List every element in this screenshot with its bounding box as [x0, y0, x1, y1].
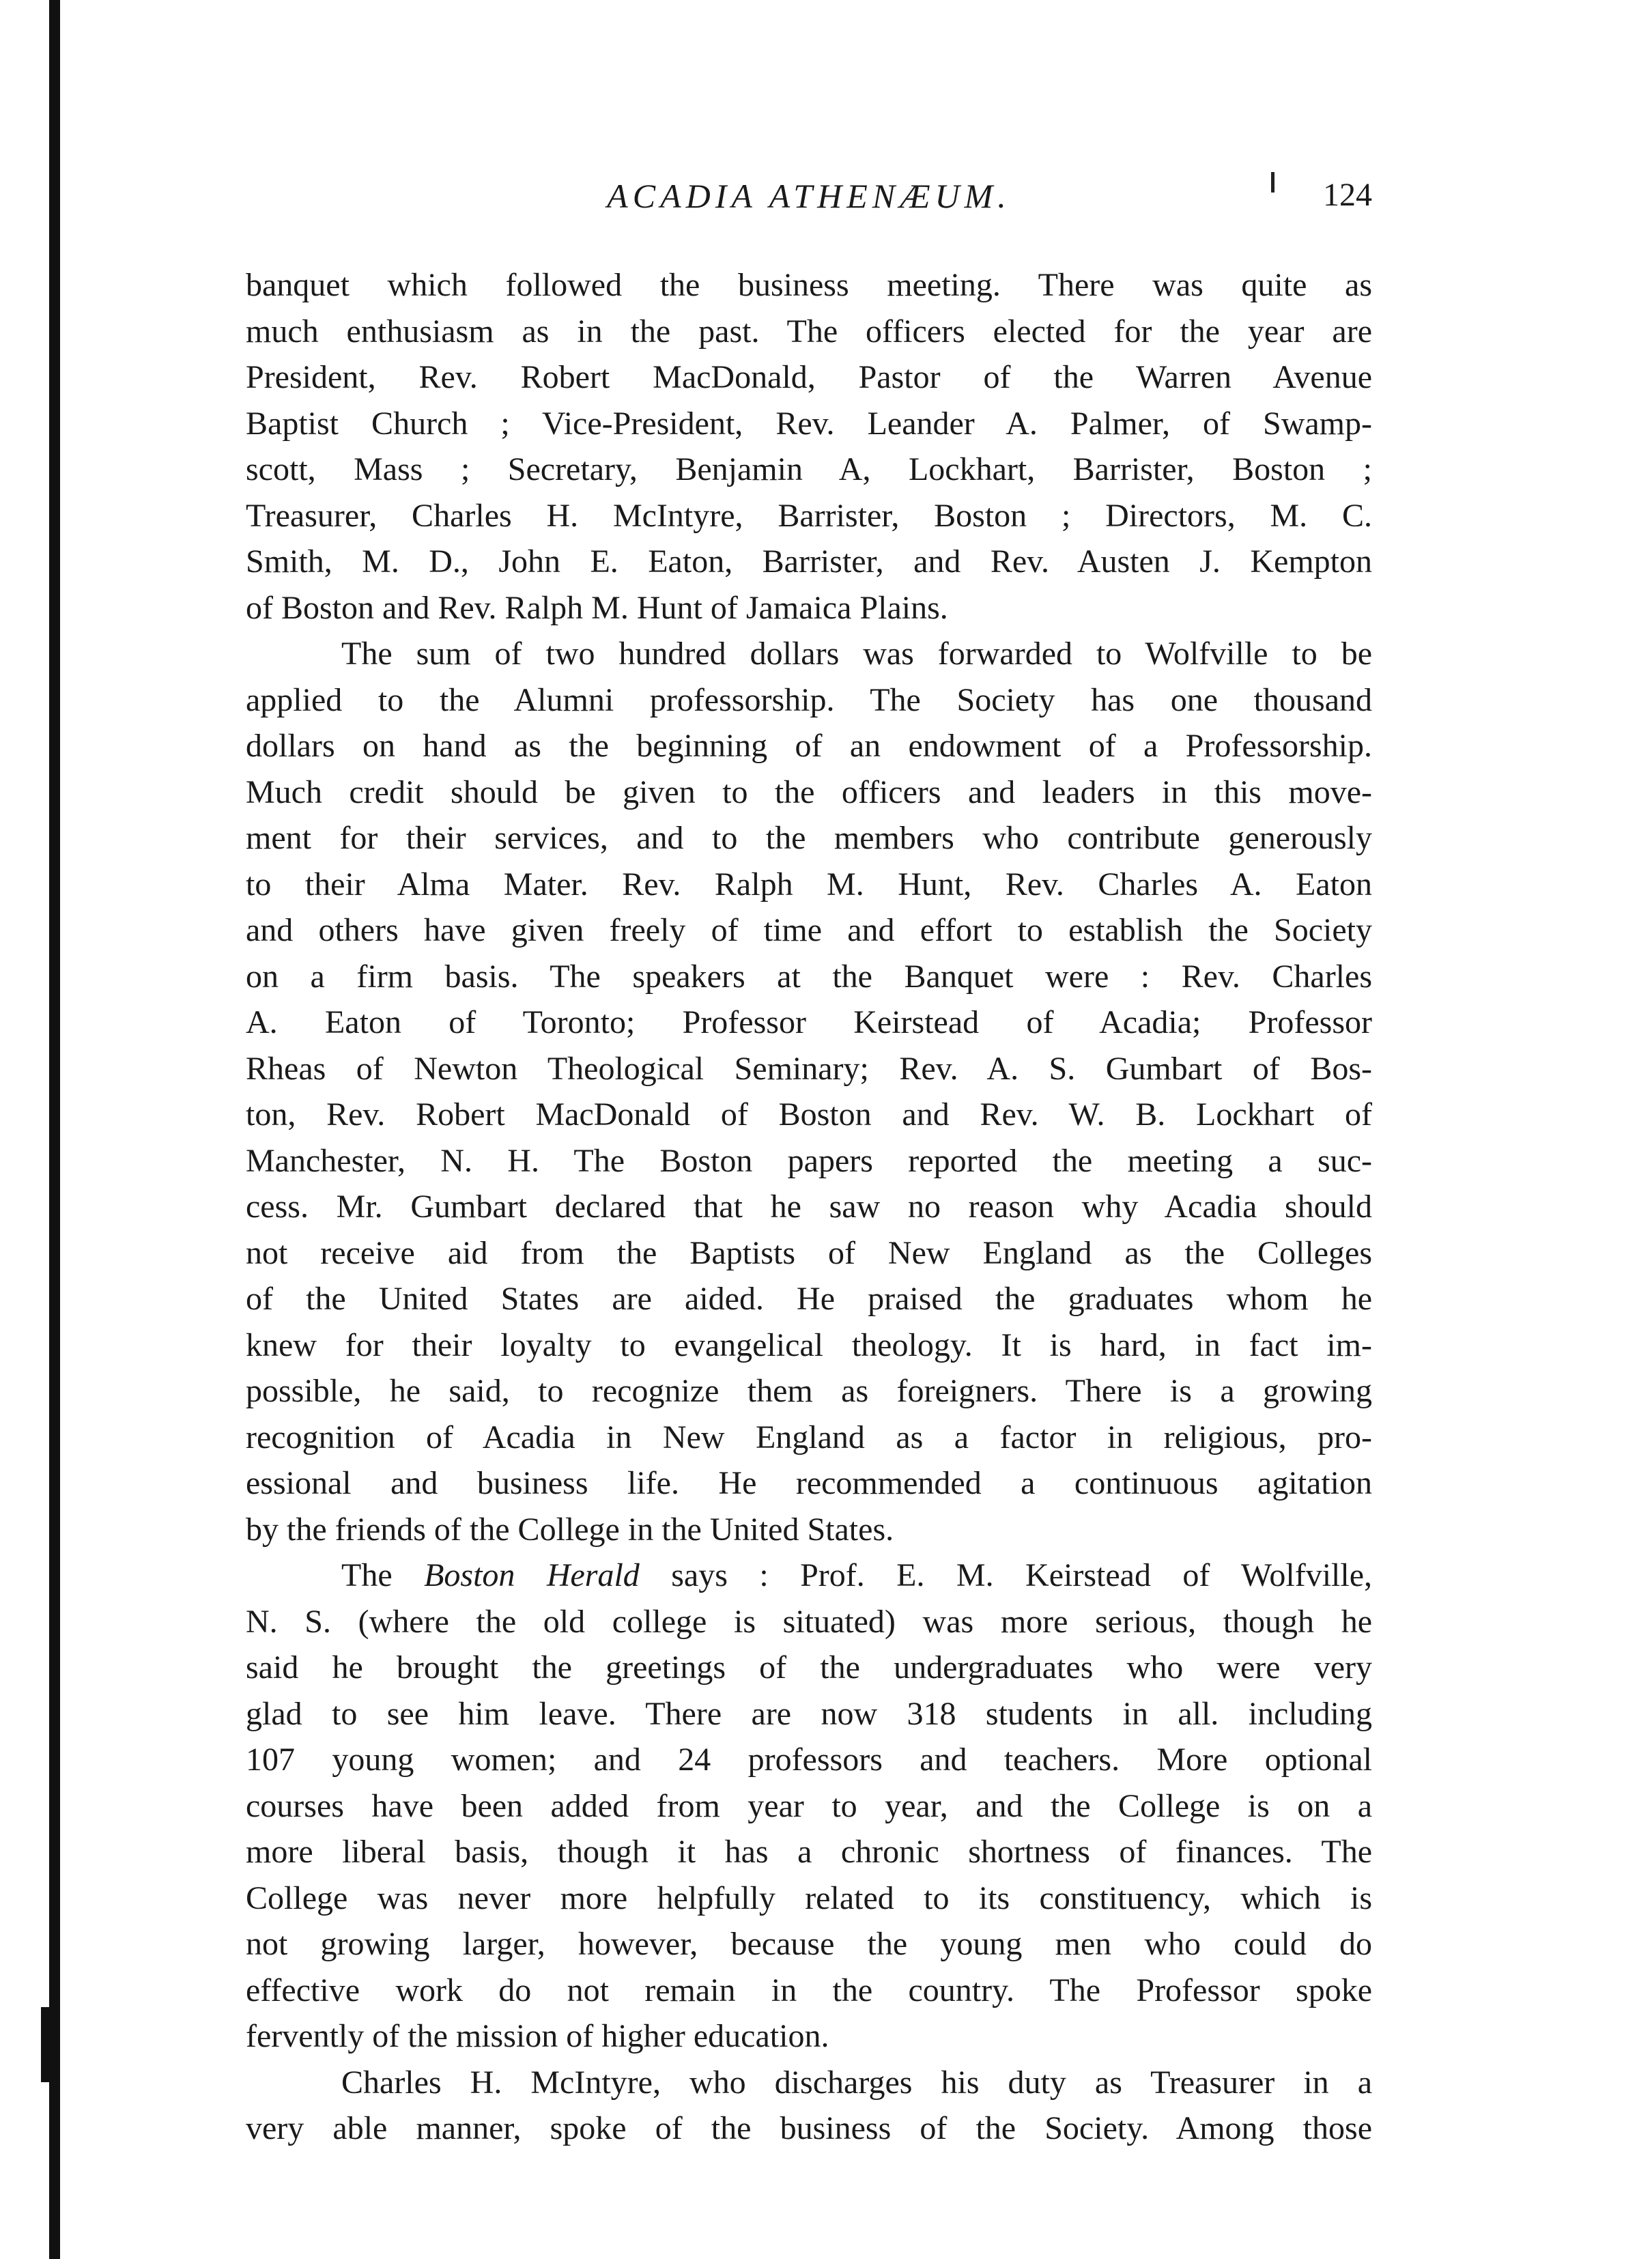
text-line: to their Alma Mater. Rev. Ralph M. Hunt, Rev. Charles A. Eaton	[246, 866, 1372, 903]
page-binding-edge	[49, 0, 60, 2259]
text-line: Smith, M. D., John E. Eaton, Barrister, and Rev. Austen J. Kempton	[246, 543, 1372, 580]
newspaper-name: Boston Herald	[424, 1557, 640, 1593]
text-line: Baptist Church ; Vice-President, Rev. Leander A. Palmer, of Swamp-	[246, 405, 1372, 442]
page-header	[246, 164, 1372, 218]
text-line: applied to the Alumni professorship. The Society has one thousand	[246, 681, 1372, 718]
paragraph-start-line: Charles H. McIntyre, who discharges his duty as Treasurer in a	[341, 2064, 1372, 2101]
text-line: 107 young women; and 24 professors and teachers. More optional	[246, 1742, 1372, 1778]
text-line: N. S. (where the old college is situated) was more serious, though he	[246, 1603, 1372, 1640]
running-title: ACADIA ATHENÆUM.	[607, 177, 1011, 215]
herald-rest: Prof. E. M. Keirstead of Wolfville,	[800, 1557, 1373, 1593]
herald-quote-line	[246, 1552, 1372, 1599]
text-line: A. Eaton of Toronto; Professor Keirstead of Acadia; Professor	[246, 1004, 1372, 1040]
text-line: Much credit should be given to the officers and leaders in this move-	[246, 773, 1372, 810]
text-line: cess. Mr. Gumbart declared that he saw no reason why Acadia should	[246, 1189, 1372, 1225]
binding-nick	[41, 2007, 51, 2082]
text-line: Manchester, N. H. The Boston papers reported the meeting a suc-	[246, 1142, 1372, 1179]
herald-says: says :	[639, 1557, 801, 1593]
article-body	[246, 262, 1372, 2152]
text-line: scott, Mass ; Secretary, Benjamin A, Lockhart, Barrister, Boston ;	[246, 451, 1372, 487]
text-line: College was never more helpfully related to its constituency, which is	[246, 1879, 1372, 1916]
page-number: 124	[1323, 177, 1372, 213]
text-line: more liberal basis, though it has a chronic shortness of finances. The	[246, 1834, 1372, 1870]
text-line: much enthusiasm as in the past. The officers elected for the year are	[246, 313, 1372, 350]
text-line: recognition of Acadia in New England as a factor in religious, pro-	[246, 1419, 1372, 1455]
text-line: not growing larger, however, because the young men who could do	[246, 1926, 1372, 1962]
text-line: glad to see him leave. There are now 318 students in all. including	[246, 1695, 1372, 1732]
text-line: knew for their loyalty to evangelical theology. It is hard, in fact im-	[246, 1326, 1372, 1363]
text-line: Treasurer, Charles H. McIntyre, Barrister, Boston ; Directors, M. C.	[246, 497, 1372, 534]
text-line: essional and business life. He recommended a continuous agitation	[246, 1465, 1372, 1501]
text-line: by the friends of the College in the United States.	[246, 1511, 894, 1548]
text-line: said he brought the greetings of the undergraduates who were very	[246, 1649, 1372, 1686]
text-line: President, Rev. Robert MacDonald, Pastor of the Warren Avenue	[246, 359, 1372, 395]
text-line: and others have given freely of time and effort to establish the Society	[246, 912, 1372, 948]
text-line: on a firm basis. The speakers at the Banquet were : Rev. Charles	[246, 958, 1372, 995]
paragraph-start-line: The sum of two hundred dollars was forwarded to Wolfville to be	[341, 636, 1372, 672]
text-line: not receive aid from the Baptists of New England as the Colleges	[246, 1234, 1372, 1271]
herald-lead: The	[341, 1557, 425, 1593]
text-line: courses have been added from year to year, and the College is on a	[246, 1787, 1372, 1824]
text-line: of the United States are aided. He praised the graduates whom he	[246, 1281, 1372, 1317]
text-line: ment for their services, and to the members who contribute generously	[246, 820, 1372, 856]
text-line: very able manner, spoke of the business of the Society. Among those	[246, 2110, 1372, 2146]
text-line: Rheas of Newton Theological Seminary; Rev. A. S. Gumbart of Bos-	[246, 1050, 1372, 1087]
text-line: fervently of the mission of higher education.	[246, 2018, 829, 2054]
text-line: of Boston and Rev. Ralph M. Hunt of Jamaica Plains.	[246, 589, 948, 626]
text-line: dollars on hand as the beginning of an endowment of a Professorship.	[246, 728, 1372, 764]
text-line: possible, he said, to recognize them as foreigners. There is a growing	[246, 1373, 1372, 1409]
print-speck	[1271, 172, 1274, 193]
text-line: effective work do not remain in the country. The Professor spoke	[246, 1972, 1372, 2008]
text-line: banquet which followed the business meeting. There was quite as	[246, 267, 1372, 303]
text-line: ton, Rev. Robert MacDonald of Boston and Rev. W. B. Lockhart of	[246, 1096, 1372, 1133]
